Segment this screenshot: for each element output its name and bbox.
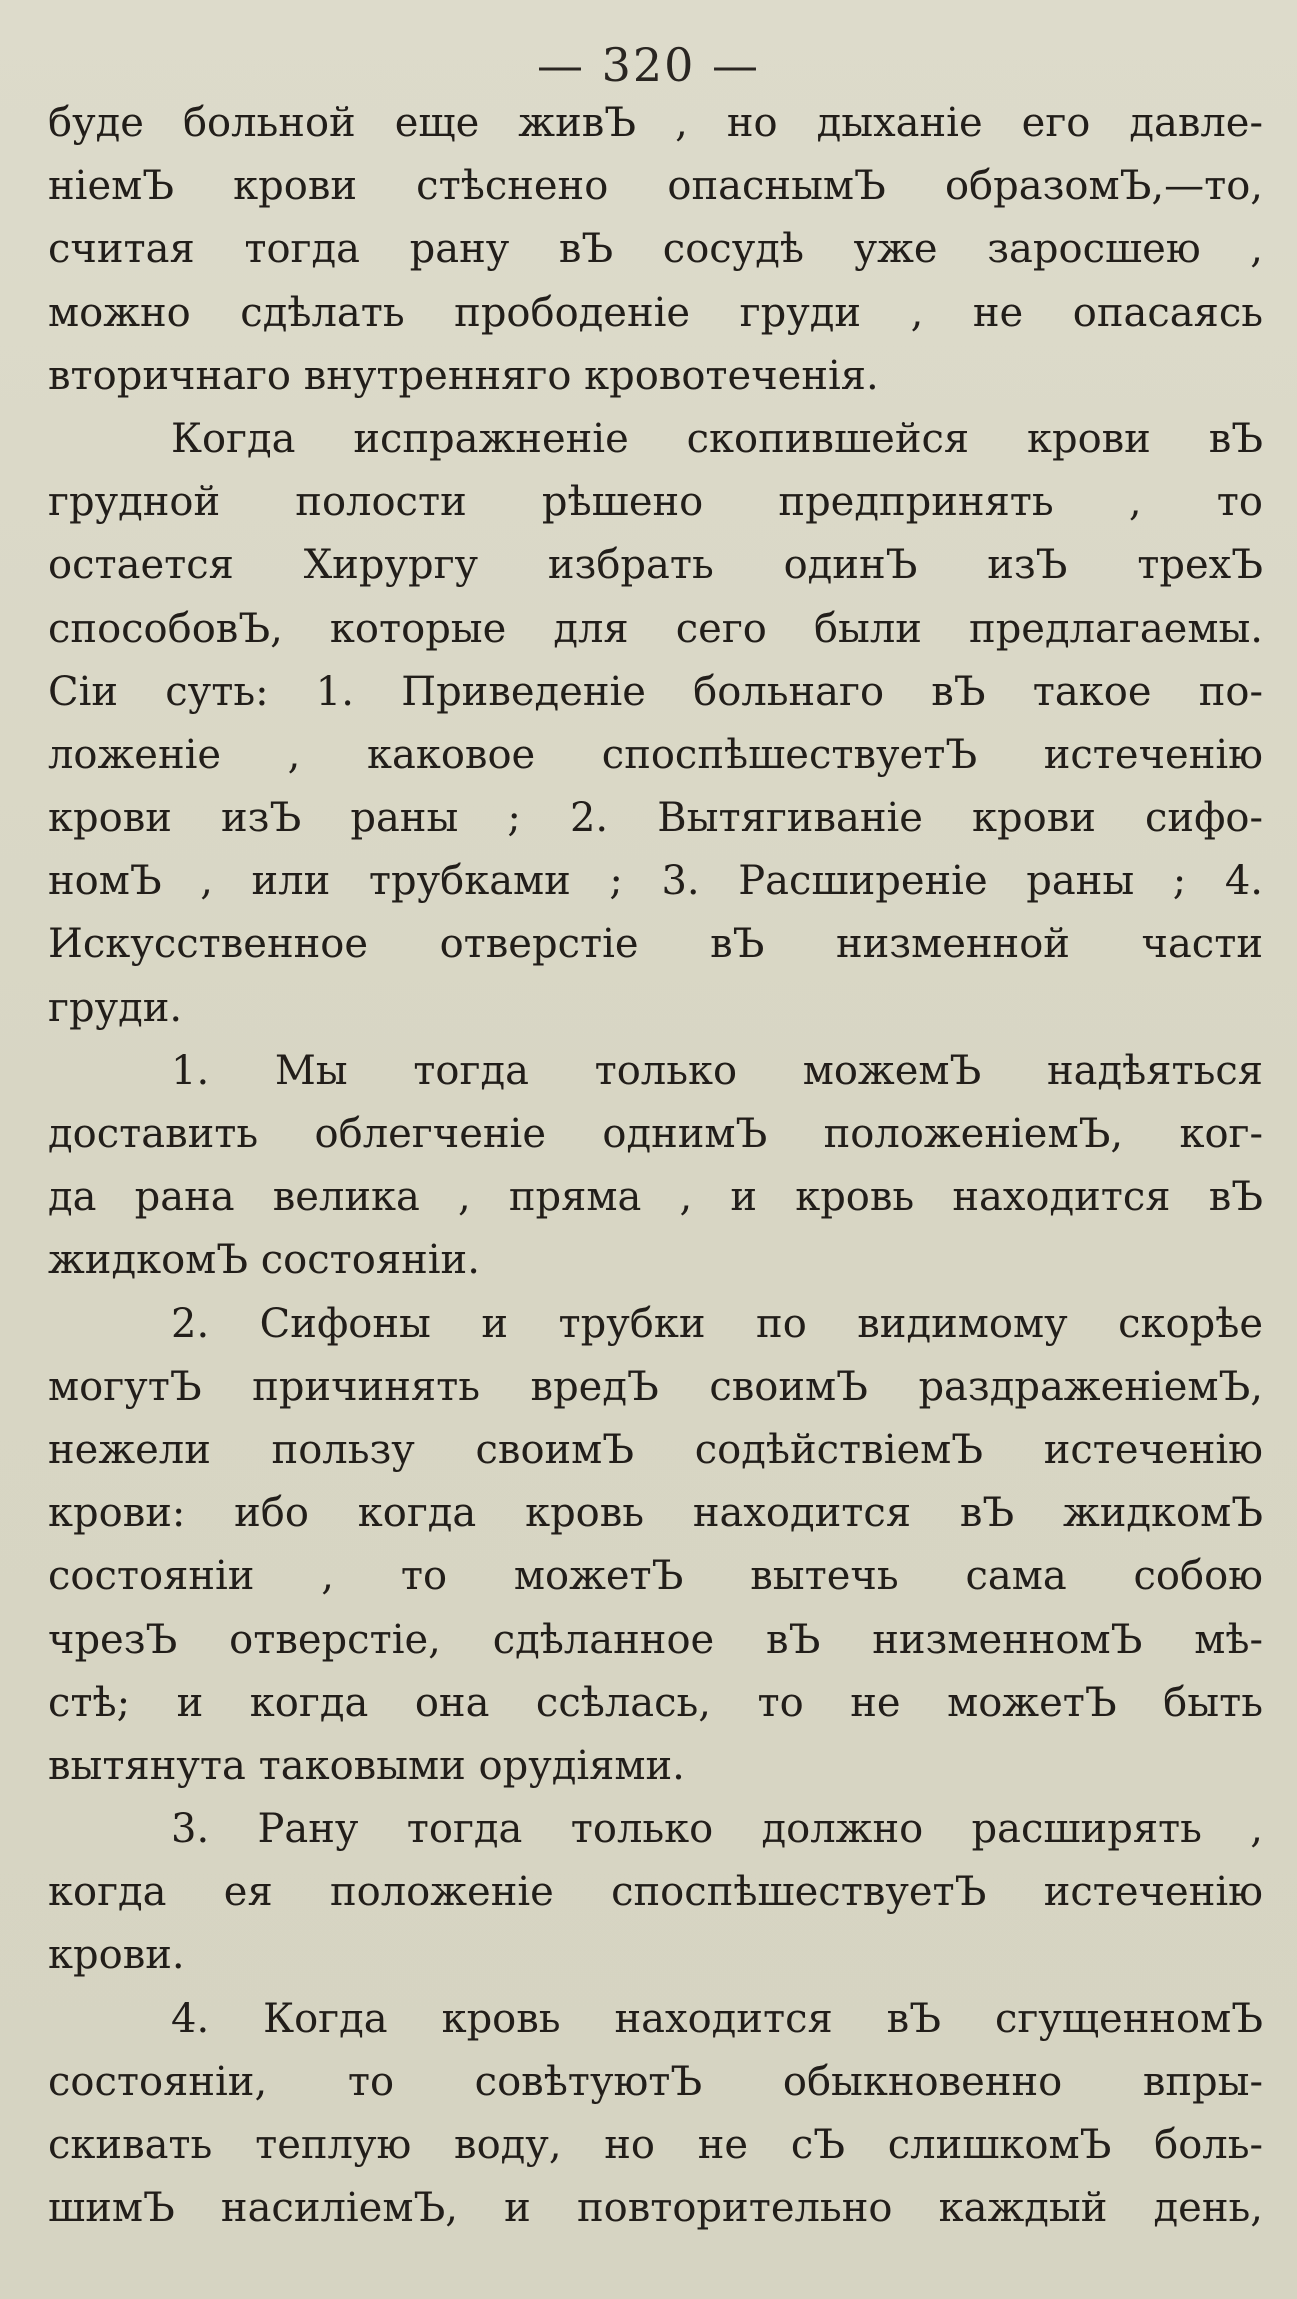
text-line: груди.: [48, 984, 183, 1031]
text-line: остается Хирургу избрать одинЪ изЪ трехЪ: [48, 542, 1263, 589]
text-line: состояніи , то можетЪ вытечь сама собою: [48, 1553, 1263, 1600]
text-line: крови: ибо когда кровь находится вЪ жидкомЪ: [48, 1490, 1263, 1537]
text-line: способовЪ, которые для сего были предлагаемы.: [48, 605, 1263, 652]
page-number: — 320 —: [536, 38, 761, 92]
text-line: считая тогда рану вЪ сосудѣ уже заросшею ,: [48, 226, 1263, 273]
text-line: состояніи, то совѣтуютЪ обыкновенно впры-: [48, 2058, 1263, 2105]
text-line: вторичнаго внутренняго кровотеченія.: [48, 352, 879, 399]
text-line: жидкомЪ состояніи.: [48, 1237, 480, 1284]
text-line: стѣ; и когда она ссѣлась, то не можетЪ быть: [48, 1679, 1263, 1726]
text-line: 1. Мы тогда только можемЪ надѣяться: [171, 1047, 1263, 1094]
text-line: буде больной еще живЪ , но дыханіе его давле-: [48, 100, 1263, 146]
text-line: можно сдѣлать прободеніе груди , не опасаясь: [48, 289, 1263, 336]
text-line: номЪ , или трубками ; 3. Расширеніе раны ; 4.: [48, 858, 1263, 905]
text-line: ніемЪ крови стѣснено опаснымЪ образомЪ,—то,: [48, 163, 1263, 210]
text-line: 3. Рану тогда только должно расширять ,: [171, 1806, 1263, 1853]
text-line: доставить облегченіе однимЪ положеніемЪ, ког-: [48, 1111, 1263, 1157]
text-line: крови изЪ раны ; 2. Вытягиваніе крови сифо-: [48, 795, 1263, 842]
text-line: Сіи суть: 1. Приведеніе больнаго вЪ такое по-: [48, 668, 1263, 715]
text-line: Когда испражненіе скопившейся крови вЪ: [171, 415, 1263, 462]
text-line: 4. Когда кровь находится вЪ сгущенномЪ: [171, 1995, 1263, 2042]
text-line: вытянута таковыми орудіями.: [48, 1742, 685, 1789]
text-line: когда ея положеніе споспѣшествуетЪ истеченію: [48, 1869, 1263, 1916]
text-line: Искусственное отверстіе вЪ низменной части: [48, 921, 1263, 968]
text-line: грудной полости рѣшено предпринять , то: [48, 479, 1263, 526]
body-text: [48, 92, 1263, 2240]
text-line: скивать теплую воду, но не сЪ слишкомЪ боль-: [48, 2122, 1263, 2168]
text-line: крови.: [48, 1932, 185, 1979]
text-line: ложеніе , каковое споспѣшествуетЪ истеченію: [48, 731, 1263, 778]
text-line: могутЪ причинять вредЪ своимЪ раздраженіемЪ,: [48, 1363, 1263, 1410]
text-line: 2. Сифоны и трубки по видимому скорѣе: [171, 1300, 1263, 1347]
text-line: чрезЪ отверстіе, сдѣланное вЪ низменномЪ мѣ-: [48, 1616, 1263, 1663]
text-line: шимЪ насиліемЪ, и повторительно каждый день,: [48, 2185, 1263, 2232]
text-line: да рана велика , пряма , и кровь находится вЪ: [48, 1174, 1263, 1221]
text-line: нежели пользу своимЪ содѣйствіемЪ истеченію: [48, 1426, 1263, 1473]
